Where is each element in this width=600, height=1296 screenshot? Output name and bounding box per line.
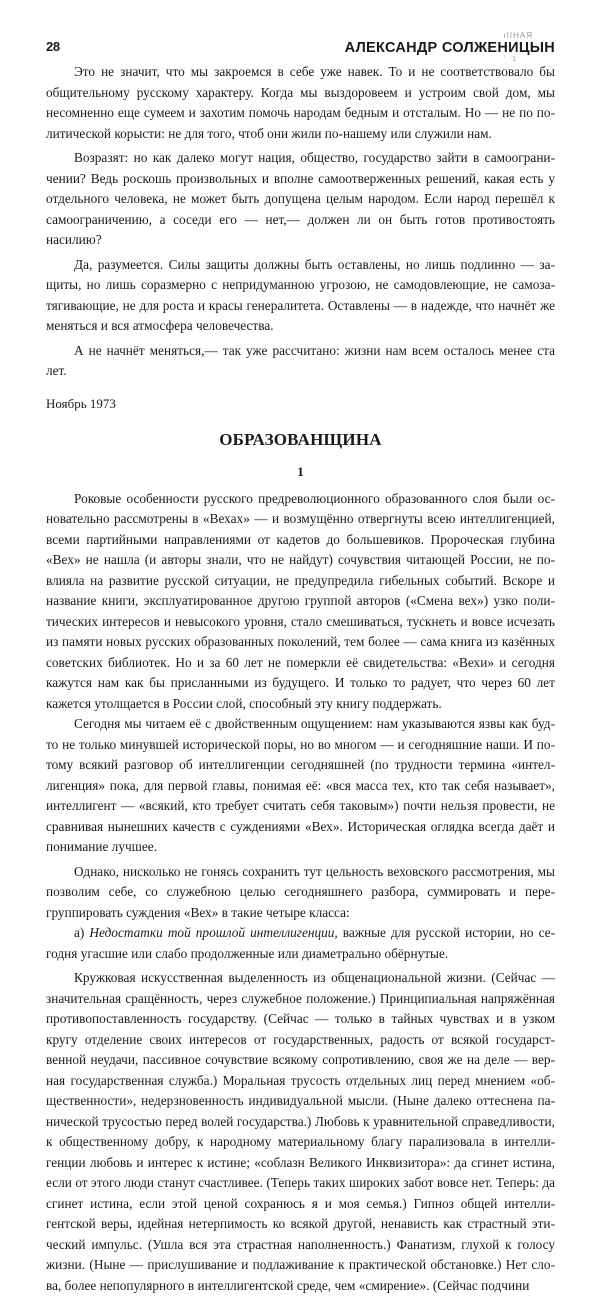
- italic-heading: Недостатки той прошлой интеллигенции,: [89, 925, 337, 940]
- library-stamp-mark-lower: ʼ ˑ1: [504, 56, 517, 63]
- paragraph: Да, разумеется. Силы защиты должны быть оставлены, но лишь подлинно — защиты, но лишь соразмерно с непридуманною угрозою, не самодовлеющие, не самозатягивающие, не для роста и красы генералитета. Оставлены — в надежде, что начнёт же меняться и вся атмосфера человечества.: [46, 255, 555, 337]
- list-item-text: важные для русской истории, но сегодня угасшие или слабо продолженные или диаметрально обёрнутые.: [46, 925, 555, 961]
- paragraph: Роковые особенности русского предреволюционного образованного слоя были основательно рассмотрены в «Вехах» — и возмущённо отвергнуты всею интеллигенцией, всеми партийными направлениями от кадетов до большевиков. Пророческая глубина «Вех» не нашла (и авторы знали, что не найдут) сочувствия читающей России, не повлияла на развитие русской ситуации, не предупредила гибельных событий. Вскоре и название книги, эксплуатированное другою группой авторов («Смена вех») узко политических интересов и невысокого уровня, стало смешиваться, тускнеть и вовсе исчезать из памяти новых русских образованных поколений, тем более — сама книга из казённых советских библиотек. Но и за 60 лет не померкли её свидетельства: «Вехи» и сегодня кажутся нам как бы присланными из будущего. И только то радует, что через 60 лет кажется утолщается в России слой, способный эту книгу поддержать.: [46, 489, 555, 715]
- chapter: [46, 429, 555, 1296]
- paragraph: А не начнёт меняться,— так уже рассчитано: жизни нам всем осталось менее ста лет.: [46, 341, 555, 382]
- running-head: [46, 36, 555, 58]
- dateline: Ноябрь 1973: [46, 394, 555, 414]
- paragraph: Возразят: но как далеко могут нация, общество, государство зайти в самоограничении? Ведь роскошь произвольных и вполне самоотверженных решений, какая есть у отдельного человека, не может быть допущена целым народом. Если народ перешёл к самоограничению, а соседи его — нет,— должен ли он быть готов противостоять насилию?: [46, 148, 555, 251]
- page-number: 28: [46, 39, 60, 54]
- paragraph: Это не значит, что мы закроемся в себе уже навек. То и не соответствовало бы общительному русскому характеру. Когда мы выздоровеем и устроим свой дом, мы несомненно еще сумеем и захотим помочь народам бедным и отсталым. Но — не по политической корысти: не для того, чтоб они жили по-нашему или служили нам.: [46, 62, 555, 144]
- running-head-author: АЛЕКСАНДР СОЛЖЕНИЦЫН: [345, 40, 555, 56]
- book-page: [46, 36, 555, 1296]
- library-stamp-mark: ıIIНАЯ: [503, 31, 533, 40]
- previous-essay-ending: [46, 62, 555, 414]
- chapter-title: ОБРАЗОВАНЩИНА: [46, 429, 555, 451]
- paragraph: Кружковая искусственная выделенность из общенациональной жизни. (Сейчас — значительная сращённость, через служебное положение.) Принципиальная напряжённая противопоставленность государству. (Сейчас — только в тайных чувствах и в узком кругу отделение своих интересов от государственных, радость от всякой государственной неудачи, пассивное сочувствие всякому сопротивлению, своя же на деле — верная государственная служба.) Моральная трусость отдельных лиц перед мнением «общественности», недерзновенность индивидуальной мысли. (Ныне далеко оттеснена панической трусостью перед волей государства.) Любовь к уравнительной справедливости, к общественному добру, к народному материальному благу парализовала в интеллигенции любовь и интерес к истине; «соблазн Великого Инквизитора»: да сгинет истина, если от этого люди станут счастливее. (Теперь таких широких забот вовсе нет. Теперь: да сгинет истина, если этой ценой сохранюсь я и моя семья.) Гипноз общей интеллигентской веры, идейная нетерпимость ко всякой другой, ненависть как страстный этический импульс. (Ушла вся эта страстная наполненность.) Фанатизм, глухой к голосу жизни. (Ныне — прислушивание и подлаживание к практической обстановке.) Нет слова, более непопулярного в интеллигентской среде, чем «смирение». (Сейчас подчини: [46, 968, 555, 1296]
- list-item-a: [46, 923, 555, 964]
- section-number: 1: [46, 463, 555, 481]
- paragraph: Однако, нисколько не гонясь сохранить тут цельность веховского рассмотрения, мы позволим себе, со служебною целью сегодняшнего разбора, суммировать и перегруппировать суждения «Вех» в такие четыре класса:: [46, 862, 555, 924]
- paragraph: Сегодня мы читаем её с двойственным ощущением: нам указываются язвы как будто не только минувшей исторической поры, но во многом — и сегодняшние наши. И потому всякий разговор об интеллигенции сегодняшней (по трудности термина «интеллигенция» пока, для первой главы, понимая её: «вся масса тех, кто так себя называет», интеллигент — «всякий, кто требует считать себя таковым») почти нельзя провести, не сравнивая нынешних качеств с суждениями «Вех». Историческая оглядка всегда даёт и понимание лучшее.: [46, 714, 555, 858]
- list-marker: а): [74, 925, 89, 940]
